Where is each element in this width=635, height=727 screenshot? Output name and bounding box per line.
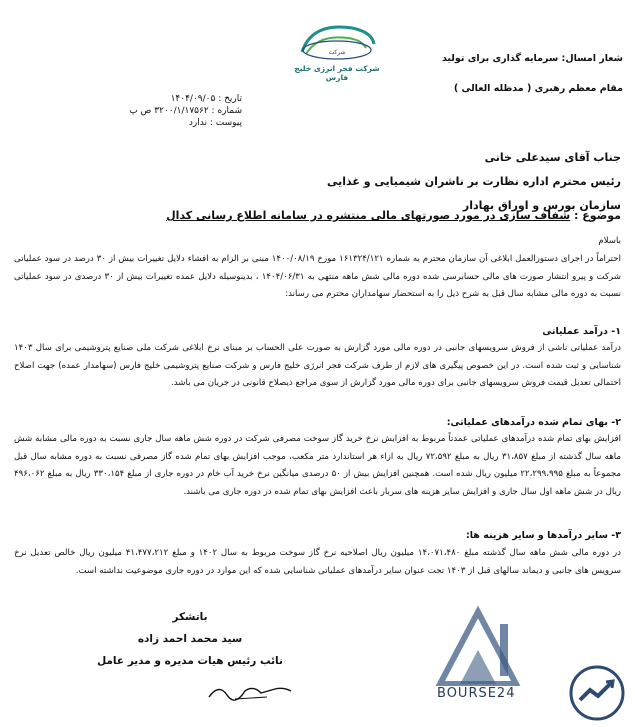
section-2-heading: ۲- بهای تمام شده درآمدهای عملیاتی: [446,417,621,428]
section-1-text: درآمد عملیاتی ناشی از فروش سرویسهای جانبی در دوره مالی مورد گزارش به صورت علی الحساب بر مبنای نرخ ابلاغی شرکت ملی صنایع پتروشیمی برای سال ۱۴۰۳ شناسایی و ثبت شده است. در این خصوص پیگیری های لازم از طرف شرکت فجر انرژی خلیج فارس و شرکت صنایع پتروشیمی خلیج فارس (سهامدار عمده) جهت اصلاح احتمالی تعدیل قیمت فروش سرویسهای جانبی برای دوره مالی مورد گزارش از سوی مراجع ذیصلاح قانونی در جریان می باشد. [14,343,621,388]
section-3-heading: ۳- سایر درآمدها و سایر هزینه ها: [465,530,621,541]
slogan-line-2: مقام معظم رهبری ( مدظله العالی ) [453,83,623,94]
signatory-name: سید محمد احمد زاده [137,633,243,645]
addressee-org: سازمان بورس و اوراق بهادار [462,199,621,212]
signatory-position: نائب رئیس هیات مدیره و مدیر عامل [97,655,283,667]
subject-label: موضوع : [574,209,621,222]
section-1-heading: ۱- درآمد عملیاتی [542,326,621,337]
subject-text: شفاف سازی در مورد صورتهای مالی منتشره در سامانه اطلاع رسانی کدال [166,209,571,222]
signature-block [90,606,290,672]
section-2-text: افزایش بهای تمام شده درآمدهای عملیاتی عمدتاً مربوط به افزایش نرخ خرید گاز سوخت مصرفی شرکت در دوره شش ماهه سال جاری نسبت به دوره مالی مشابه شش ماهه سال گذشته از مبلغ ۳۱،۸۵۷ ریال به مبلغ ۷۲،۵۹۲ ریال به ازاء هر استاندارد متر مکعب، موجب افزایش بهای تمام شده گاز مصرفی نسبت به دوره مشابه سال قبل مجموعاً به مبلغ ۲۲،۲۹۹،۹۹۵ میلیون ریال شده است. همچنین افزایش بیش از ۵۰ درصدی میانگین نرخ خرید آب خام در دوره جاری از مبلغ ۳۳۰،۱۵۴ ریال به مبلغ ۴۹۶،۰۶۲ ریال در شش ماهه اول سال جاری و افزایش سایر هزینه های سربار باعث افزایش بهای تمام شده در دوره جاری می باشند. [14,434,621,497]
addressee-name: جناب آقای سیدعلی خانی [484,151,621,164]
svg-text:شرکت: شرکت [328,49,346,56]
attachment-line: پیوست : ندارد [188,118,242,128]
greeting: باسلام [598,236,621,246]
addressee-block [121,146,621,218]
bourse24-logo-icon [430,606,540,686]
company-logo [282,14,392,82]
bourse24-wordmark: BOURSE24 [437,686,516,701]
slogan-block [423,44,623,104]
bourse24-badge-icon [568,664,626,722]
company-name: شرکت فجر انرژی خلیج فارس [294,64,380,82]
subject-line [81,209,621,222]
addressee-title: رئیس محترم اداره نظارت بر ناشران شیمیایی و غذایی [327,175,621,188]
handwritten-signature [205,677,295,705]
intro-paragraph: احتراماً در اجرای دستورالعمل ابلاغی آن سازمان محترم به شماره ۱۶۱۳۲۴/۱۲۱ مورخ ۱۴۰۰/۰۸/۱۹ مبنی بر الزام به افشاء دلایل تغییرات بیش از ۳۰ درصد در سود عملیاتی شرکت و پیرو انتشار صورت های مالی حسابرسی شده دوره مالی شش ماهه منتهی به ۱۴۰۴/۰۶/۳۱ ، بدینوسیله دلایل عمده تغییرات بیش از ۳۰ درصدی در سود عملیاتی نسبت به دوره مالی مشابه سال قبل به شرح ذیل را به استحضار سهامداران محترم می رساند: [14,254,621,299]
number-line: شماره : ۳۲۰۰/۱/۱۷۵۶۲ ص پ [129,106,242,116]
slogan-line-1: شعار امسال: سرمایه گذاری برای تولید [441,53,623,64]
section-3-text: در دوره مالی شش ماهه سال گذشته مبلغ ۱۴،۰۷۱،۴۸۰ میلیون ریال اصلاحیه نرخ گاز سوخت مربوط به سال ۱۴۰۲ و مبلغ ۴۱،۴۷۷،۲۱۲ میلیون ریال خالص تعدیل نرخ سرویس های جانبی و دیماند سالهای قبل از ۱۴۰۳ تحت عنوان سایر درآمدهای عملیاتی شناسایی شده که این موارد در دوره جاری موضوعیت نداشته است. [14,548,621,576]
date-line: تاریخ : ۱۴۰۴/۰۹/۰۵ [170,94,242,104]
letter-meta [92,93,242,129]
signature-thanks: باتشکر [172,611,208,623]
